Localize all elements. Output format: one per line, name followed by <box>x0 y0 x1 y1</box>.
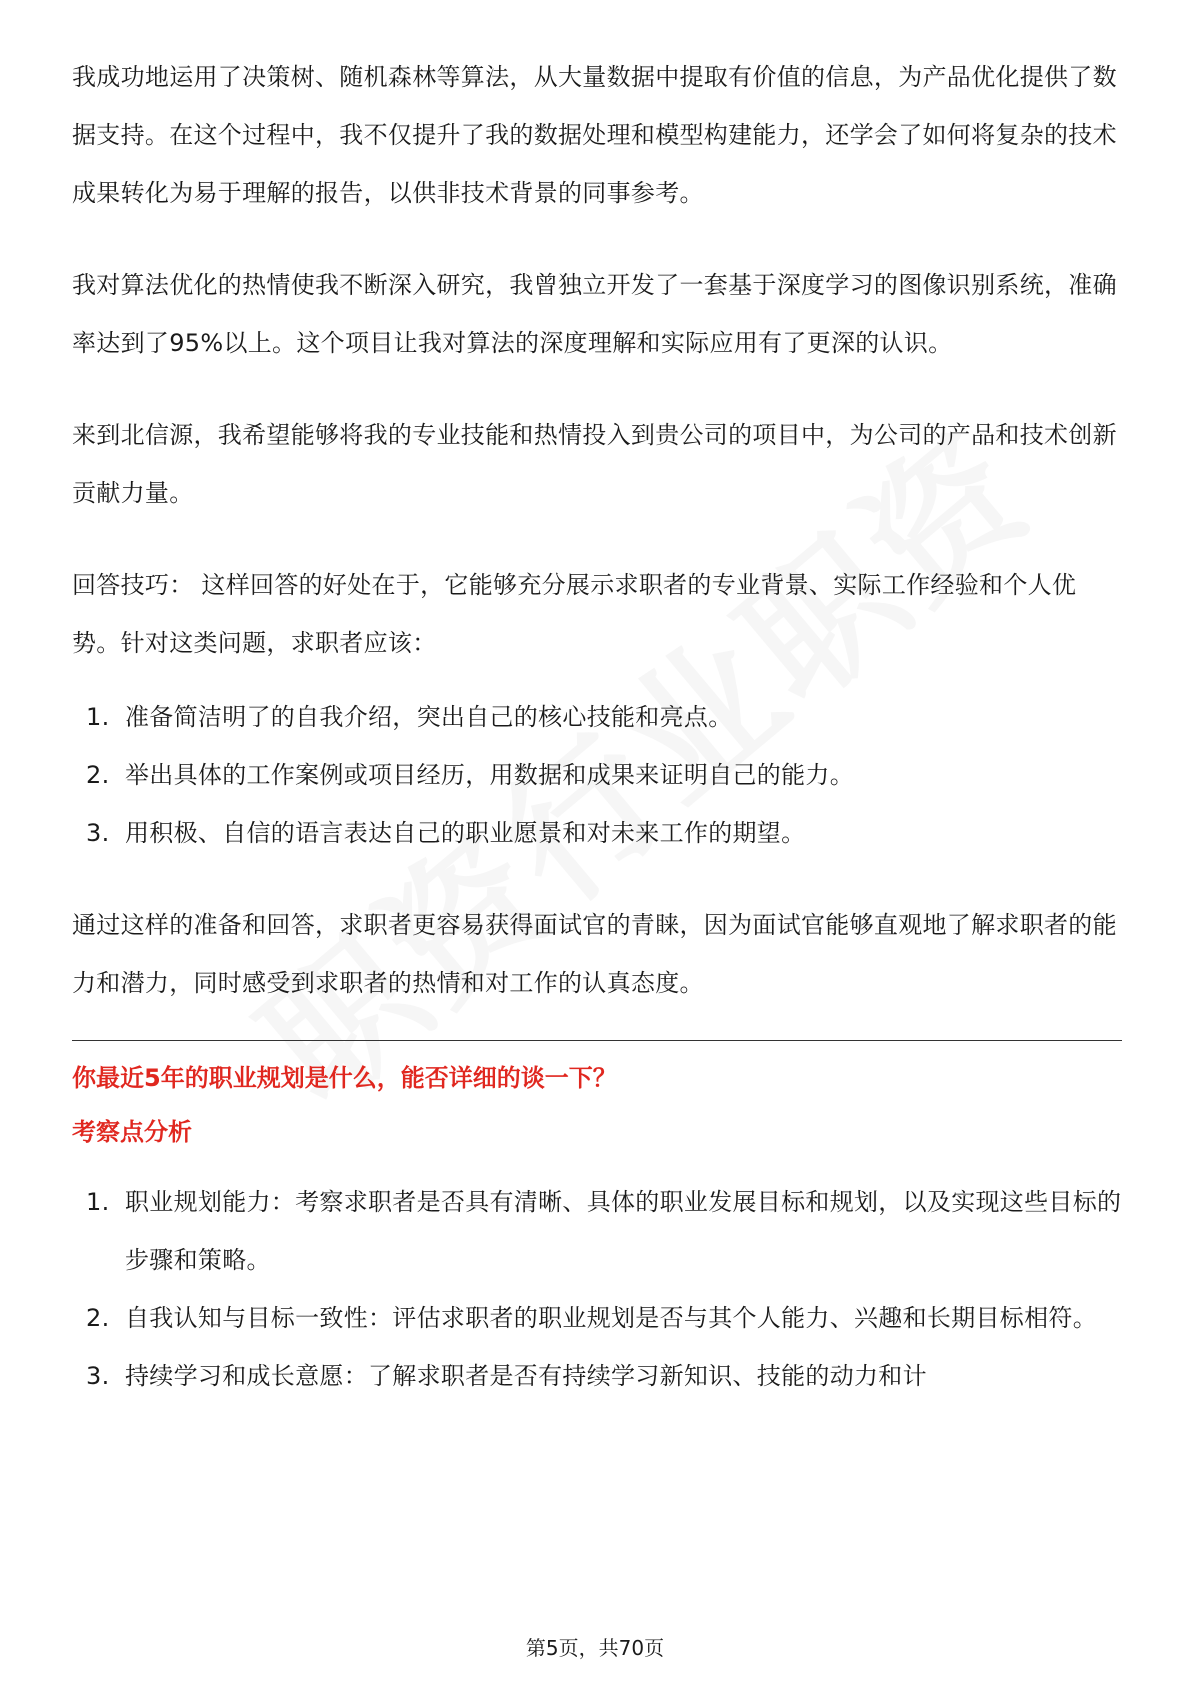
list-number: 2. <box>86 761 110 789</box>
list-item <box>72 804 1122 862</box>
closing-paragraph: 通过这样的准备和回答，求职者更容易获得面试官的青睐，因为面试官能够直观地了解求职者的能力和潜力，同时感受到求职者的热情和对工作的认真态度。 <box>72 911 1117 997</box>
list-number: 1. <box>86 1188 110 1216</box>
list-item <box>72 688 1122 746</box>
paragraph: 来到北信源，我希望能够将我的专业技能和热情投入到贵公司的项目中，为公司的产品和技术创新贡献力量。 <box>72 421 1117 507</box>
list-item <box>72 1289 1122 1347</box>
section-divider <box>72 1040 1122 1041</box>
list-item-text: 持续学习和成长意愿：了解求职者是否有持续学习新知识、技能的动力和计 <box>125 1362 927 1390</box>
document-body <box>72 48 1122 1439</box>
tips-list <box>72 688 1122 862</box>
list-item-text: 用积极、自信的语言表达自己的职业愿景和对未来工作的期望。 <box>125 819 806 847</box>
list-number: 3. <box>86 819 110 847</box>
list-item <box>72 1173 1122 1289</box>
paragraph: 我成功地运用了决策树、随机森林等算法，从大量数据中提取有价值的信息，为产品优化提供了数据支持。在这个过程中，我不仅提升了我的数据处理和模型构建能力，还学会了如何将复杂的技术成果转化为易于理解的报告，以供非技术背景的同事参考。 <box>72 63 1117 207</box>
list-item-text: 自我认知与目标一致性：评估求职者的职业规划是否与其个人能力、兴趣和长期目标相符。 <box>125 1304 1097 1332</box>
list-item-text: 准备简洁明了的自我介绍，突出自己的核心技能和亮点。 <box>125 703 733 731</box>
list-number: 1. <box>86 703 110 731</box>
list-item <box>72 746 1122 804</box>
answer-tips-paragraph: 回答技巧： 这样回答的好处在于，它能够充分展示求职者的专业背景、实际工作经验和个人优势。针对这类问题，求职者应该： <box>72 571 1077 657</box>
interview-question: 你最近5年的职业规划是什么，能否详细的谈一下？ <box>72 1064 617 1092</box>
analysis-heading: 考察点分析 <box>72 1118 192 1146</box>
list-number: 3. <box>86 1362 110 1390</box>
page-footer: 第5页，共70页 <box>525 1636 665 1660</box>
analysis-list <box>72 1173 1122 1405</box>
list-item-text: 职业规划能力：考察求职者是否具有清晰、具体的职业发展目标和规划，以及实现这些目标的步骤和策略。 <box>125 1188 1122 1274</box>
list-number: 2. <box>86 1304 110 1332</box>
list-item <box>72 1347 1122 1405</box>
paragraph: 我对算法优化的热情使我不断深入研究，我曾独立开发了一套基于深度学习的图像识别系统，准确率达到了95%以上。这个项目让我对算法的深度理解和实际应用有了更深的认识。 <box>72 271 1117 357</box>
list-item-text: 举出具体的工作案例或项目经历，用数据和成果来证明自己的能力。 <box>125 761 854 789</box>
